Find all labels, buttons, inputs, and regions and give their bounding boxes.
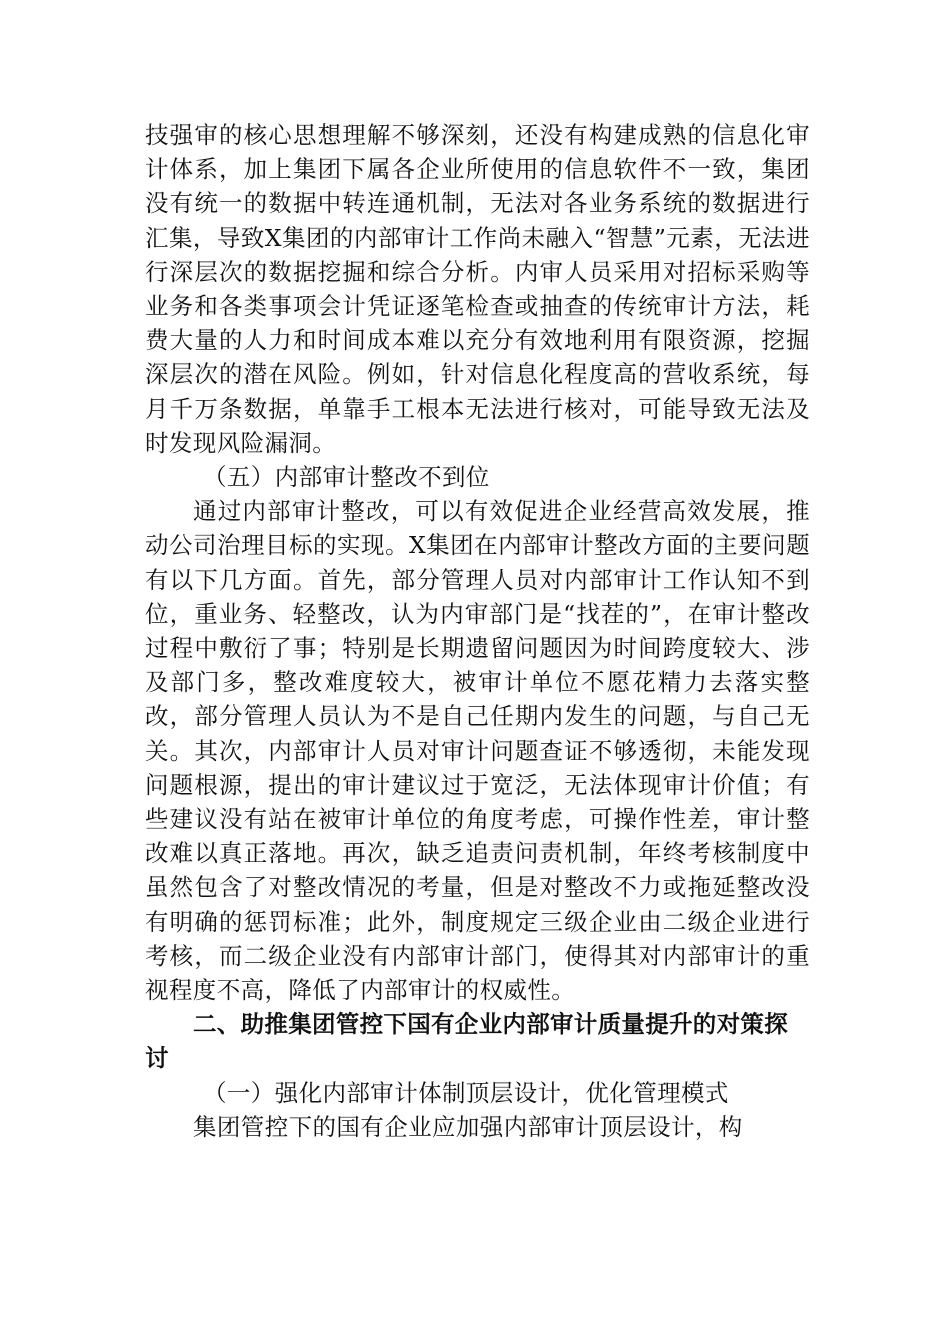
body-paragraph-3: 集团管控下的国有企业应加强内部审计顶层设计，构 [193,1112,743,1141]
section-heading-countermeasures: 二、助推集团管控下国有企业内部审计质量提升的对策探讨 [145,1010,788,1073]
body-paragraph-2: 通过内部审计整改，可以有效促进企业经营高效发展，推动公司治理目标的实现。X集团在内部审计整改方面的主要问题有以下几方面。首先，部分管理人员对内部审计工作认知不到位，重业务、轻整改，认为内审部门是“找茬的”，在审计整改过程中敷衍了事；特别是长期遗留问题因为时间跨度较大、涉及部门多，整改难度较大，被审计单位不愿花精力去落实整改，部分管理人员认为不是自己任期内发生的问题，与自己无关。其次，内部审计人员对审计问题查证不够透彻，未能发现问题根源，提出的审计建议过于宽泛，无法体现审计价值；有些建议没有站在被审计单位的角度考虑，可操作性差，审计整改难以真正落地。再次，缺乏追责问责机制，年终考核制度中虽然包含了对整改情况的考量，但是对整改不力或拖延整改没有明确的惩罚标准；此外，制度规定三级企业由二级企业进行考核，而二级企业没有内部审计部门，使得其对内部审计的重视程度不高，降低了内部审计的权威性。 [145,497,810,1005]
body-paragraph-1: 技强审的核心思想理解不够深刻，还没有构建成熟的信息化审计体系，加上集团下属各企业所使用的信息软件不一致，集团没有统一的数据中转连通机制，无法对各业务系统的数据进行汇集，导致X集团的内部审计工作尚未融入“智慧”元素，无法进行深层次的数据挖掘和综合分析。内审人员采用对招标采购等业务和各类事项会计凭证逐笔检查或抽查的传统审计方法，耗费大量的人力和时间成本难以充分有效地利用有限资源，挖掘深层次的潜在风险。例如，针对信息化程度高的营收系统，每月千万条数据，单靠手工根本无法进行核对，可能导致无法及时发现风险漏洞。 [145,121,810,457]
document-page [145,118,810,1144]
subheading-audit-rectification: （五）内部审计整改不到位 [203,463,490,492]
subheading-top-level-design: （一）强化内部审计体制顶层设计，优化管理模式 [203,1078,729,1107]
